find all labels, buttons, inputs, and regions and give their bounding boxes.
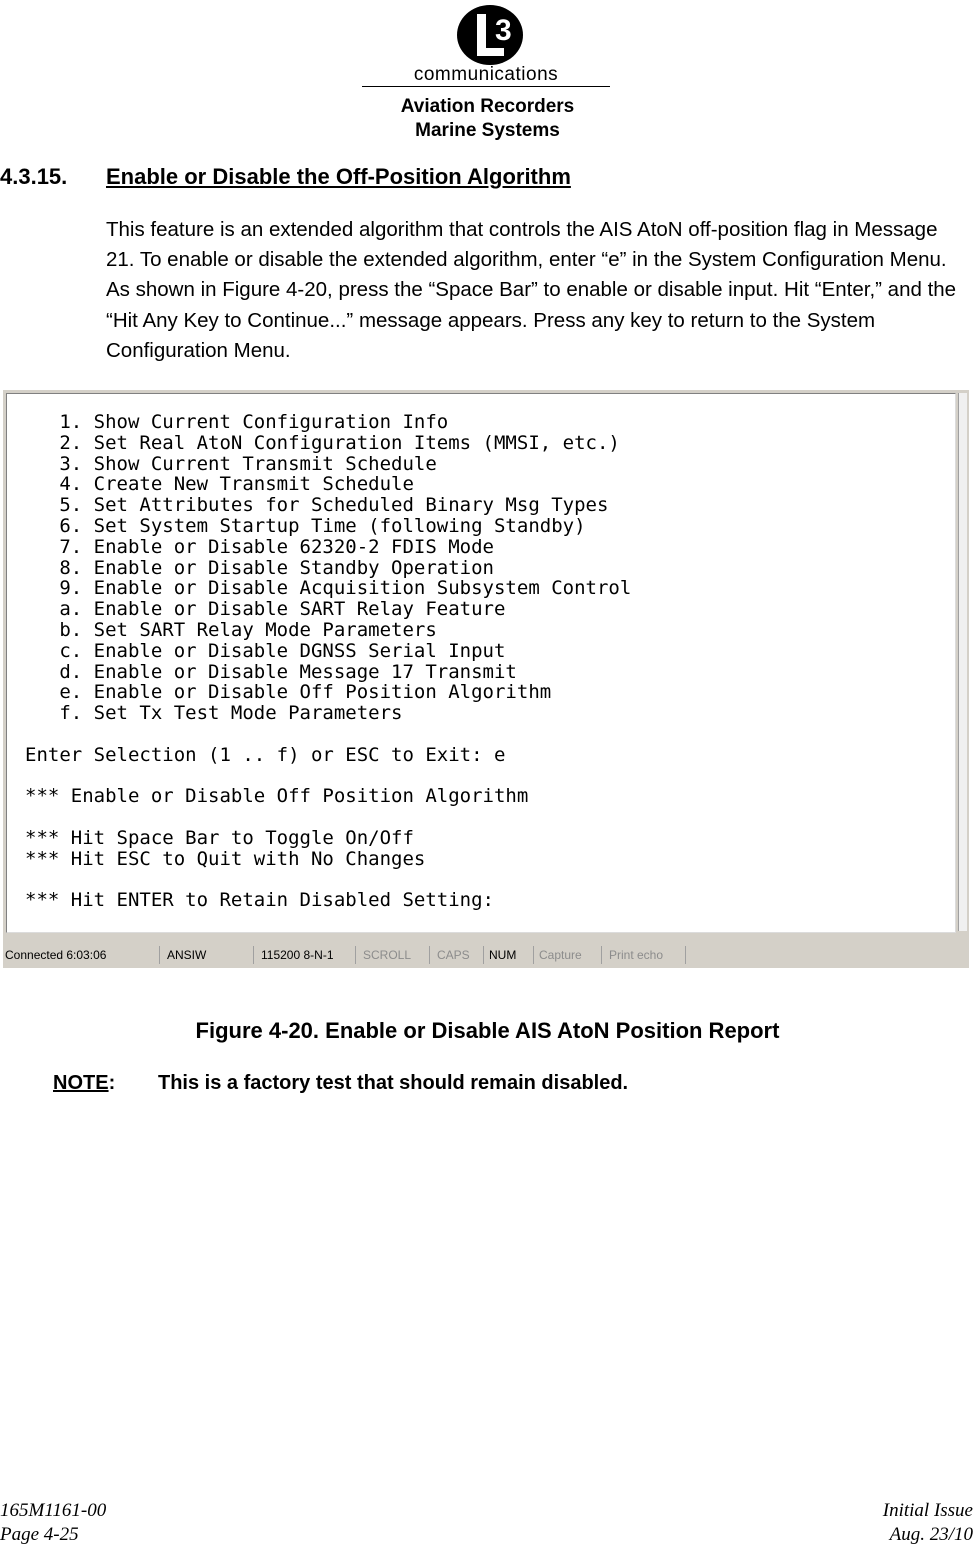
header-subdivision: Marine Systems (415, 120, 560, 141)
figure-caption: Figure 4-20. Enable or Disable AIS AtoN Position Report (195, 1018, 780, 1043)
note-label: NOTE: (53, 1072, 116, 1094)
body-paragraph: This feature is an extended algorithm that controls the AIS AtoN off-position flag in Message 21. To enable or disable the extended algorithm, enter “e” in the System Configuration Menu. As shown in Figure 4-20, press the “Space Bar” to enable or disable input. Hit “Enter,” and the “Hit Any Key to Continue...” message appears. Press any key to return to the System Configuration Menu. (106, 218, 957, 362)
status-settings: 115200 8-N-1 (259, 946, 356, 964)
terminal-output: 1. Show Current Configuration Info 2. Set Real AtoN Configuration Items (MMSI, etc.) 3. Show Current Transmit Schedule 4. Create New Transmit Schedule 5. Set Attributes for Scheduled Binary Msg Types 6. Set System Startup Time (following Standby) 7. Enable or Disable 62320-2 FDIS Mode 8. Enable or Disable Standby Operation 9. Enable or Disable Acquisition Subsystem Control a. Enable or Disable SART Relay Feature b. Set SART Relay Mode Parameters c. Enable or Disable DGNSS Serial Input d. Enable or Disable Message 17 Transmit e. Enable or Disable Off Position Algorithm f. Set Tx Test Mode Parameters Enter Selection (1 .. f) or ESC to Exit: e *** Enable or Disable Off Position Algorithm *** Hit Space Bar to Toggle On/Off *** Hit ESC to Quit with No Changes *** Hit ENTER to Retain Disabled Setting: (25, 411, 632, 912)
section-number: 4.3.15. (0, 164, 68, 189)
svg-text:3: 3 (495, 14, 512, 47)
brand-wordmark: communications (413, 64, 559, 85)
note-label-text: NOTE (53, 1072, 109, 1094)
footer-doc-number: 165M1161-00 (0, 1500, 107, 1521)
status-print-echo: Print echo (607, 946, 686, 964)
footer-issue: Initial Issue (882, 1500, 973, 1521)
note-text: This is a factory test that should remain disabled. (158, 1072, 629, 1094)
status-caps: CAPS (435, 946, 484, 964)
header-division: Aviation Recorders (400, 96, 575, 117)
footer-date: Aug. 23/10 (889, 1524, 973, 1545)
terminal-scrollbar[interactable] (958, 393, 967, 931)
terminal-window (3, 390, 969, 968)
l3-logo-icon (455, 4, 525, 66)
status-connected: Connected 6:03:06 (3, 946, 160, 964)
status-scroll: SCROLL (361, 946, 430, 964)
brand-rule (362, 86, 610, 87)
section-title: Enable or Disable the Off-Position Algorithm (106, 164, 571, 189)
terminal-screen[interactable] (6, 393, 956, 933)
status-num: NUM (487, 946, 534, 964)
status-bar (3, 944, 969, 966)
status-capture: Capture (537, 946, 602, 964)
status-emulation: ANSIW (165, 946, 254, 964)
footer-page: Page 4-25 (0, 1524, 79, 1545)
